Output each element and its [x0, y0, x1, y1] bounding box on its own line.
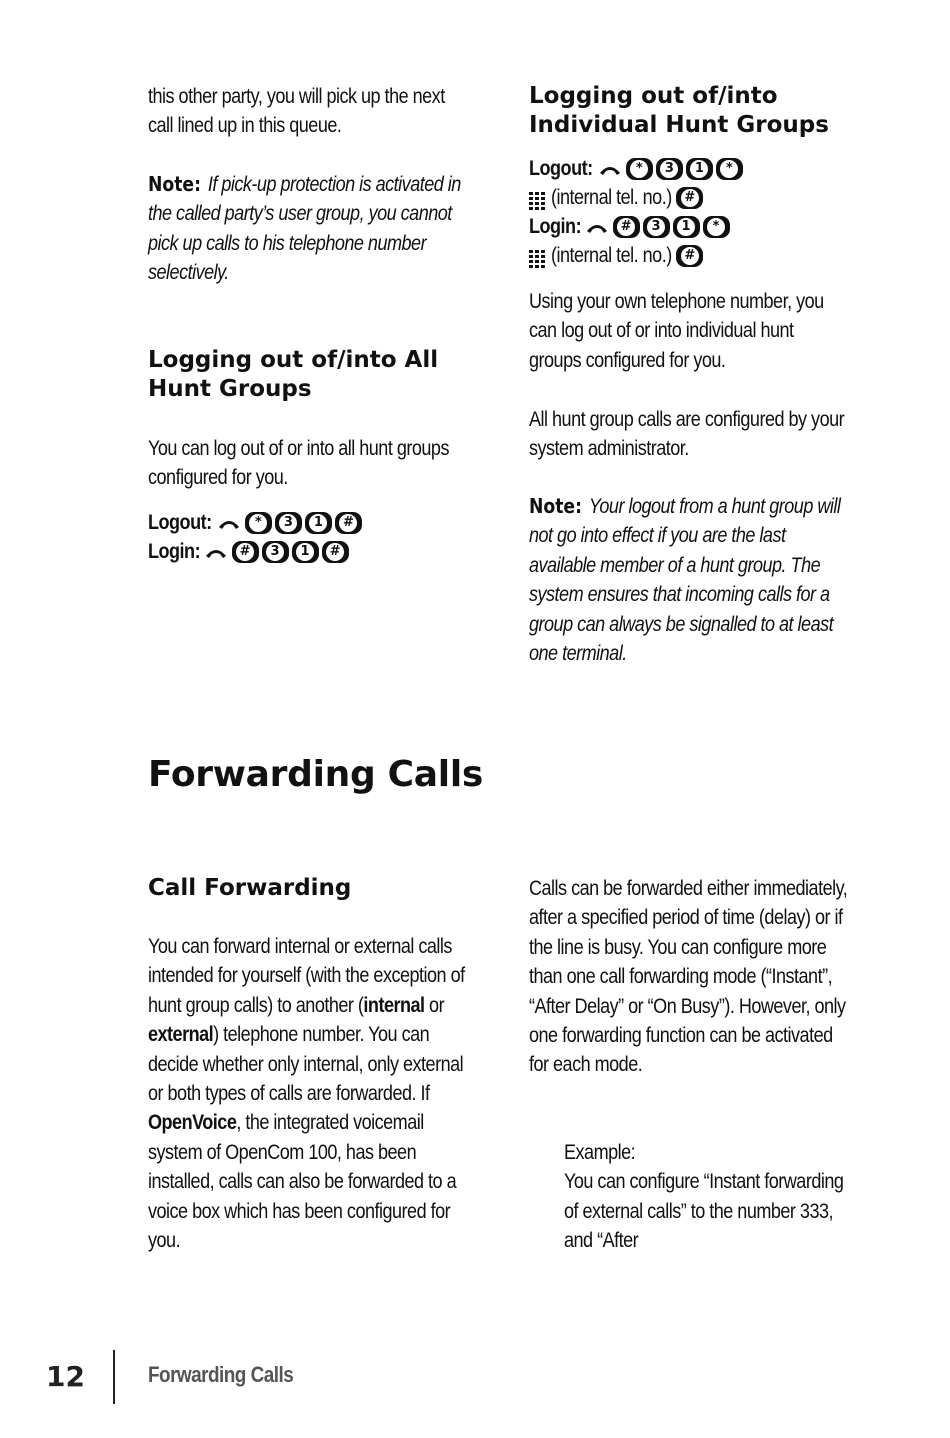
note-text: If pick-up protection is activated in the called party’s user group, you cannot pick up calls to his telephone number selectively.	[148, 173, 461, 285]
handset-icon	[586, 220, 608, 234]
individual-login-number-line: (internal tel. no.) #	[529, 241, 859, 270]
footer-divider	[113, 1350, 115, 1404]
all-hunt-heading: Logging out of/into All Hunt Groups	[148, 347, 439, 402]
logout-note	[529, 492, 859, 668]
external-term: external	[148, 1023, 214, 1047]
all-hunt-codes	[148, 508, 468, 566]
example-block	[564, 1138, 864, 1256]
individual-login-line: Login: # 3 1 *	[529, 212, 859, 241]
key-1: 1	[292, 541, 319, 563]
pickup-note	[148, 170, 468, 288]
all-hunt-logout-line: Logout: * 3 1 #	[148, 508, 468, 537]
key-hash: #	[232, 541, 259, 563]
individual-hunt-text2: All hunt group calls are configured by your system administrator.	[529, 408, 845, 461]
internal-term: internal	[363, 993, 425, 1017]
individual-logout-line: Logout: * 3 1 *	[529, 154, 859, 183]
note-text: Your logout from a hunt group will not go into effect if you are the last available member of a hunt group. The system ensures that incoming calls for a group can always be signalled to at least one terminal.	[529, 495, 841, 666]
key-hash: #	[613, 216, 640, 238]
key-hash: #	[322, 541, 349, 563]
key-1: 1	[686, 158, 713, 180]
individual-hunt-codes	[529, 154, 859, 270]
key-3: 3	[656, 158, 683, 180]
handset-icon	[599, 162, 621, 176]
key-3: 3	[262, 541, 289, 563]
key-1: 1	[673, 216, 700, 238]
key-hash: #	[676, 187, 703, 209]
footer-title: Forwarding Calls	[148, 1362, 294, 1387]
handset-icon	[205, 545, 227, 559]
example-text: You can configure “Instant forwarding of external calls” to the number 333, and “After	[564, 1170, 844, 1253]
handset-icon	[218, 516, 240, 530]
individual-hunt-text1: Using your own telephone number, you can log out of or into individual hunt groups configured for you.	[529, 290, 824, 372]
keypad-icon	[529, 189, 545, 207]
individual-logout-number-line: (internal tel. no.) #	[529, 183, 859, 212]
key-star: *	[626, 158, 653, 180]
key-star: *	[716, 158, 743, 180]
call-forwarding-paragraph: You can forward internal or external calls intended for yourself (with the exception of hunt group calls) to another (internal or external) telephone number. You can decide whether only internal, only external or both types of calls are forwarded. If OpenVoice, the integrated voicemail system of OpenCom 100, has been installed, calls can also be forwarded to a voice box which has been configured for you.	[148, 935, 465, 1253]
note-label: Note:	[148, 172, 201, 196]
forwarding-modes-paragraph: Calls can be forwarded either immediately, after a specified period of time (delay) or if the line is busy. You can configure more than one call forwarding mode (“Instant”, “After Delay” or “On Busy”). However, only one forwarding function can be activated for each mode.	[529, 877, 848, 1077]
section-title: Forwarding Calls	[148, 754, 483, 795]
key-hash: #	[676, 245, 703, 267]
key-hash: #	[335, 512, 362, 534]
individual-hunt-heading: Logging out of/into Individual Hunt Groups	[529, 83, 829, 138]
key-3: 3	[275, 512, 302, 534]
all-hunt-text: You can log out of or into all hunt groups configured for you.	[148, 437, 449, 490]
note-label: Note:	[529, 494, 582, 518]
page-number: 12	[46, 1360, 85, 1393]
example-label: Example:	[564, 1141, 636, 1164]
keypad-icon	[529, 247, 545, 265]
key-star: *	[245, 512, 272, 534]
all-hunt-login-line: Login: # 3 1 #	[148, 537, 468, 566]
continuation-paragraph: this other party, you will pick up the next call lined up in this queue.	[148, 85, 445, 138]
key-1: 1	[305, 512, 332, 534]
call-forwarding-heading: Call Forwarding	[148, 875, 352, 901]
key-3: 3	[643, 216, 670, 238]
openvoice-term: OpenVoice	[148, 1111, 237, 1135]
key-star: *	[703, 216, 730, 238]
